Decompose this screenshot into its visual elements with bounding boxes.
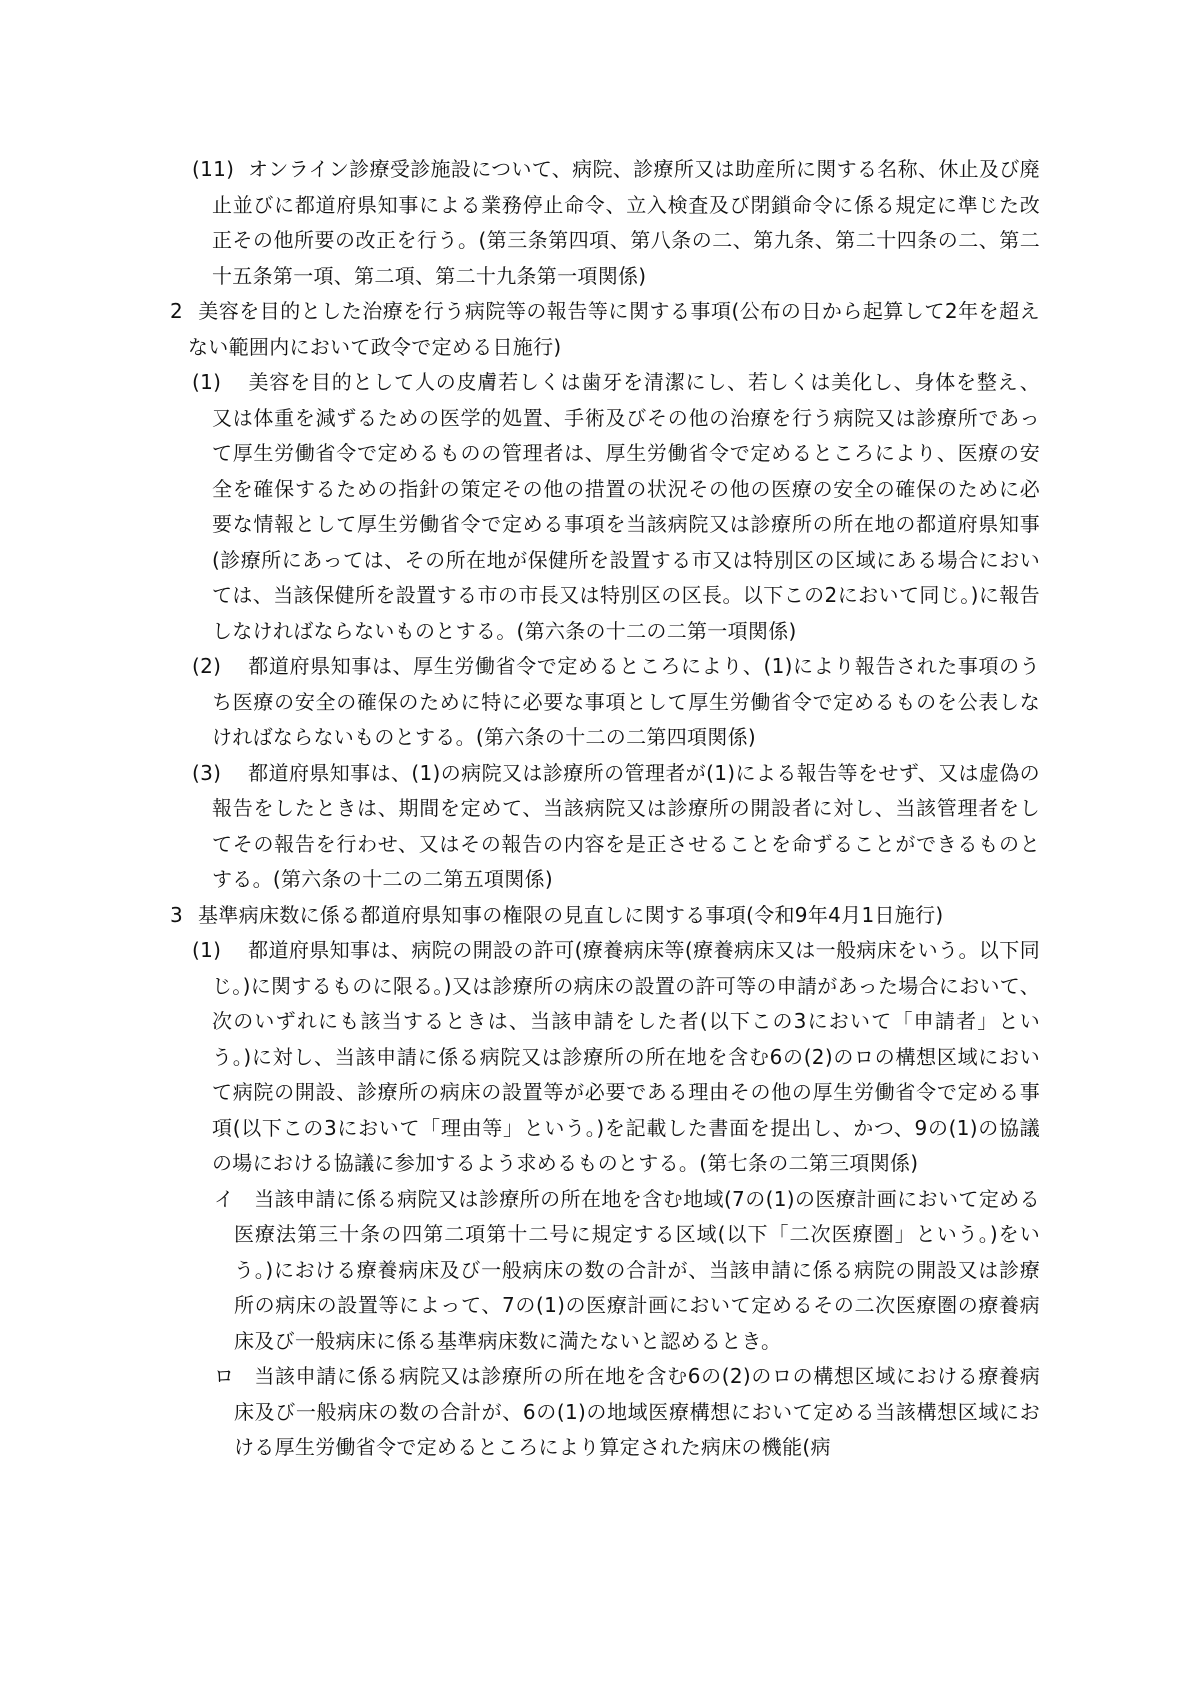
- paragraph-text: 当該申請に係る病院又は診療所の所在地を含む6の(2)のロの構想区域における療養病床及び一般病床の数の合計が、6の(1)の地域医療構想において定める当該構想区域における厚生労働省令で定めるところにより算定された病床の機能(病: [234, 1364, 1040, 1459]
- paragraph-text: 都道府県知事は、(1)の病院又は診療所の管理者が(1)による報告等をせず、又は虚偽の報告をしたときは、期間を定めて、当該病院又は診療所の開設者に対し、当該管理者をしてその報告を行わせ、又はその報告の内容を是正させることを命ずることができるものとする。(第六条の十二の二第五項関係): [212, 760, 1040, 891]
- item-number: (11): [192, 157, 235, 181]
- section-title: 美容を目的とした治療を行う病院等の報告等に関する事項(公布の日から起算して2年を超えない範囲内において政令で定める日施行): [188, 299, 1040, 359]
- item-number: (2): [192, 654, 222, 678]
- section-title: 基準病床数に係る都道府県知事の権限の見直しに関する事項(令和9年4月1日施行): [198, 902, 944, 927]
- paragraph-item-2: [192, 649, 1040, 756]
- subitem-marker: ロ: [214, 1364, 235, 1388]
- subparagraph-i: [214, 1182, 1040, 1360]
- item-number: (1): [192, 370, 222, 394]
- paragraph-text: 都道府県知事は、病院の開設の許可(療養病床等(療養病床又は一般病床をいう。以下同じ。)に関するものに限る。)又は診療所の病床の設置の許可等の申請があった場合において、次のいずれにも該当するときは、当該申請をした者(以下この3において「申請者」という。)に対し、当該申請に係る病院又は診療所の所在地を含む6の(2)のロの構想区域において病院の開設、診療所の病床の設置等が必要である理由その他の厚生労働省令で定める事項(以下この3において「理由等」という。)を記載した書面を提出し、かつ、9の(1)の協議の場における協議に参加するよう求めるものとする。(第七条の二第三項関係): [212, 938, 1040, 1175]
- paragraph-text: 都道府県知事は、厚生労働省令で定めるところにより、(1)により報告された事項のうち医療の安全の確保のために特に必要な事項として厚生労働省令で定めるものを公表しなければならないものとする。(第六条の十二の二第四項関係): [212, 654, 1040, 749]
- paragraph-text: 当該申請に係る病院又は診療所の所在地を含む地域(7の(1)の医療計画において定める医療法第三十条の四第二項第十二号に規定する区域(以下「二次医療圏」という。)をいう。)における療養病床及び一般病床の数の合計が、当該申請に係る病院の開設又は診療所の病床の設置等によって、7の(1)の医療計画において定めるその二次医療圏の療養病床及び一般病床に係る基準病床数に満たないと認めるとき。: [234, 1186, 1040, 1353]
- paragraph-text: オンライン診療受診施設について、病院、診療所又は助産所に関する名称、休止及び廃止並びに都道府県知事による業務停止命令、立入検査及び閉鎖命令に係る規定に準じた改正その他所要の改正を行う。(第三条第四項、第八条の二、第九条、第二十四条の二、第二十五条第一項、第二項、第二十九条第一項関係): [212, 157, 1040, 288]
- document-body: [170, 152, 1040, 1466]
- subitem-marker: イ: [214, 1186, 235, 1211]
- section-heading-2: [170, 294, 1040, 365]
- paragraph-item-1: [192, 933, 1040, 1182]
- subparagraph-ro: [214, 1359, 1040, 1466]
- paragraph-item-11: [192, 152, 1040, 294]
- section-number: 3: [170, 902, 184, 927]
- paragraph-item-1: [192, 365, 1040, 649]
- item-number: (1): [192, 938, 222, 962]
- item-number: (3): [192, 760, 222, 785]
- section-number: 2: [170, 299, 184, 323]
- paragraph-text: 美容を目的として人の皮膚若しくは歯牙を清潔にし、若しくは美化し、身体を整え、又は体重を減ずるための医学的処置、手術及びその他の治療を行う病院又は診療所であって厚生労働省令で定めるものの管理者は、厚生労働省令で定めるところにより、医療の安全を確保するための指針の策定その他の措置の状況その他の医療の安全の確保のために必要な情報として厚生労働省令で定める事項を当該病院又は診療所の所在地の都道府県知事(診療所にあっては、その所在地が保健所を設置する市又は特別区の区域にある場合においては、当該保健所を設置する市の市長又は特別区の区長。以下この2において同じ。)に報告しなければならないものとする。(第六条の十二の二第一項関係): [212, 370, 1040, 643]
- paragraph-item-3: [192, 756, 1040, 898]
- section-heading-3: [170, 898, 1040, 934]
